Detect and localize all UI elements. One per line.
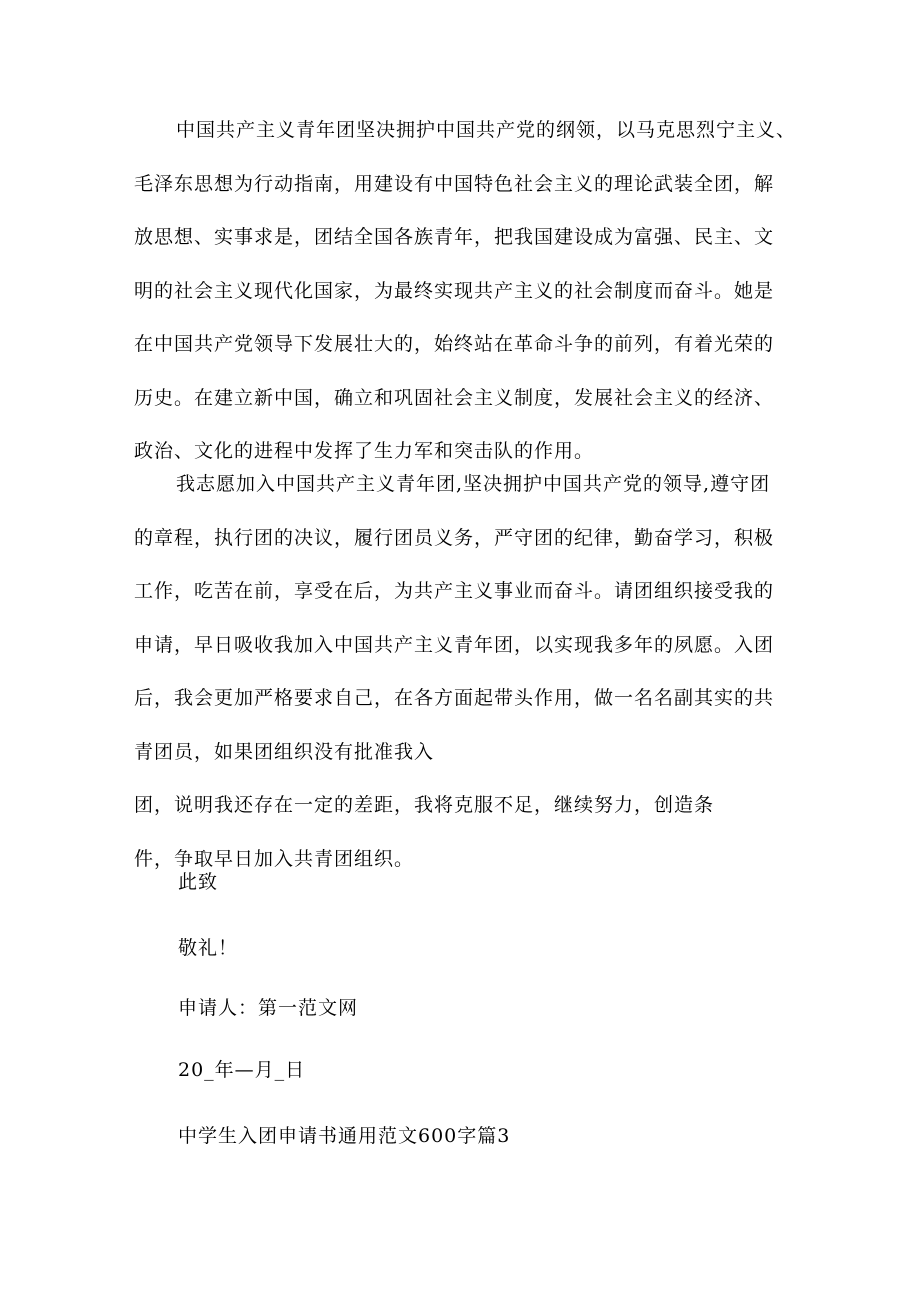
paragraph-line: 青团员，如果团组织没有批准我入 (134, 740, 435, 763)
paragraph-line: 在中国共产党领导下发展壮大的，始终站在革命斗争的前列，有着光荣的 (134, 333, 775, 355)
applicant-line: 申请人：第一范文网 (178, 997, 359, 1019)
paragraph-line: 的章程，执行团的决议，履行团员义务，严守团的纪律，勤奋学习，积极 (134, 526, 775, 549)
date-line: 20_年—月_日 (178, 1059, 306, 1081)
paragraph-line: 团，说明我还存在一定的差距，我将克服不足，继续努力，创造条 (134, 794, 715, 816)
paragraph-line: 政治、文化的进程中发挥了生力军和突击队的作用。 (134, 440, 595, 462)
next-section-heading: 中学生入团申请书通用范文600字篇3 (178, 1125, 511, 1147)
paragraph-line: 毛泽东思想为行动指南，用建设有中国特色社会主义的理论武装全团，解 (134, 172, 775, 195)
closing-text: 此致 (178, 871, 219, 893)
paragraph-line: 我志愿加入中国共产主义青年团,坚决拥护中国共产党的领导,遵守团 (176, 473, 771, 495)
paragraph-line: 明的社会主义现代化国家，为最终实现共产主义的社会制度而奋斗。她是 (134, 279, 775, 302)
paragraph-line: 工作，吃苦在前，享受在后，为共产主义事业而奋斗。请团组织接受我的 (134, 580, 775, 602)
paragraph-line: 后，我会更加严格要求自己，在各方面起带头作用，做一名名副其实的共 (134, 687, 775, 709)
paragraph-line: 历史。在建立新中国，确立和巩固社会主义制度，发展社会主义的经济、 (134, 386, 775, 409)
salute-text: 敬礼！ (178, 937, 239, 959)
paragraph-line: 申请，早日吸收我加入中国共产主义青年团，以实现我多年的夙愿。入团 (134, 633, 775, 656)
paragraph-line: 件，争取早日加入共青团组织。 (134, 847, 415, 870)
paragraph-line: 中国共产主义青年团坚决拥护中国共产党的纲领，以马克思烈宁主义、 (176, 119, 797, 141)
paragraph-line: 放思想、实事求是，团结全国各族青年，把我国建设成为富强、民主、文 (134, 226, 775, 248)
